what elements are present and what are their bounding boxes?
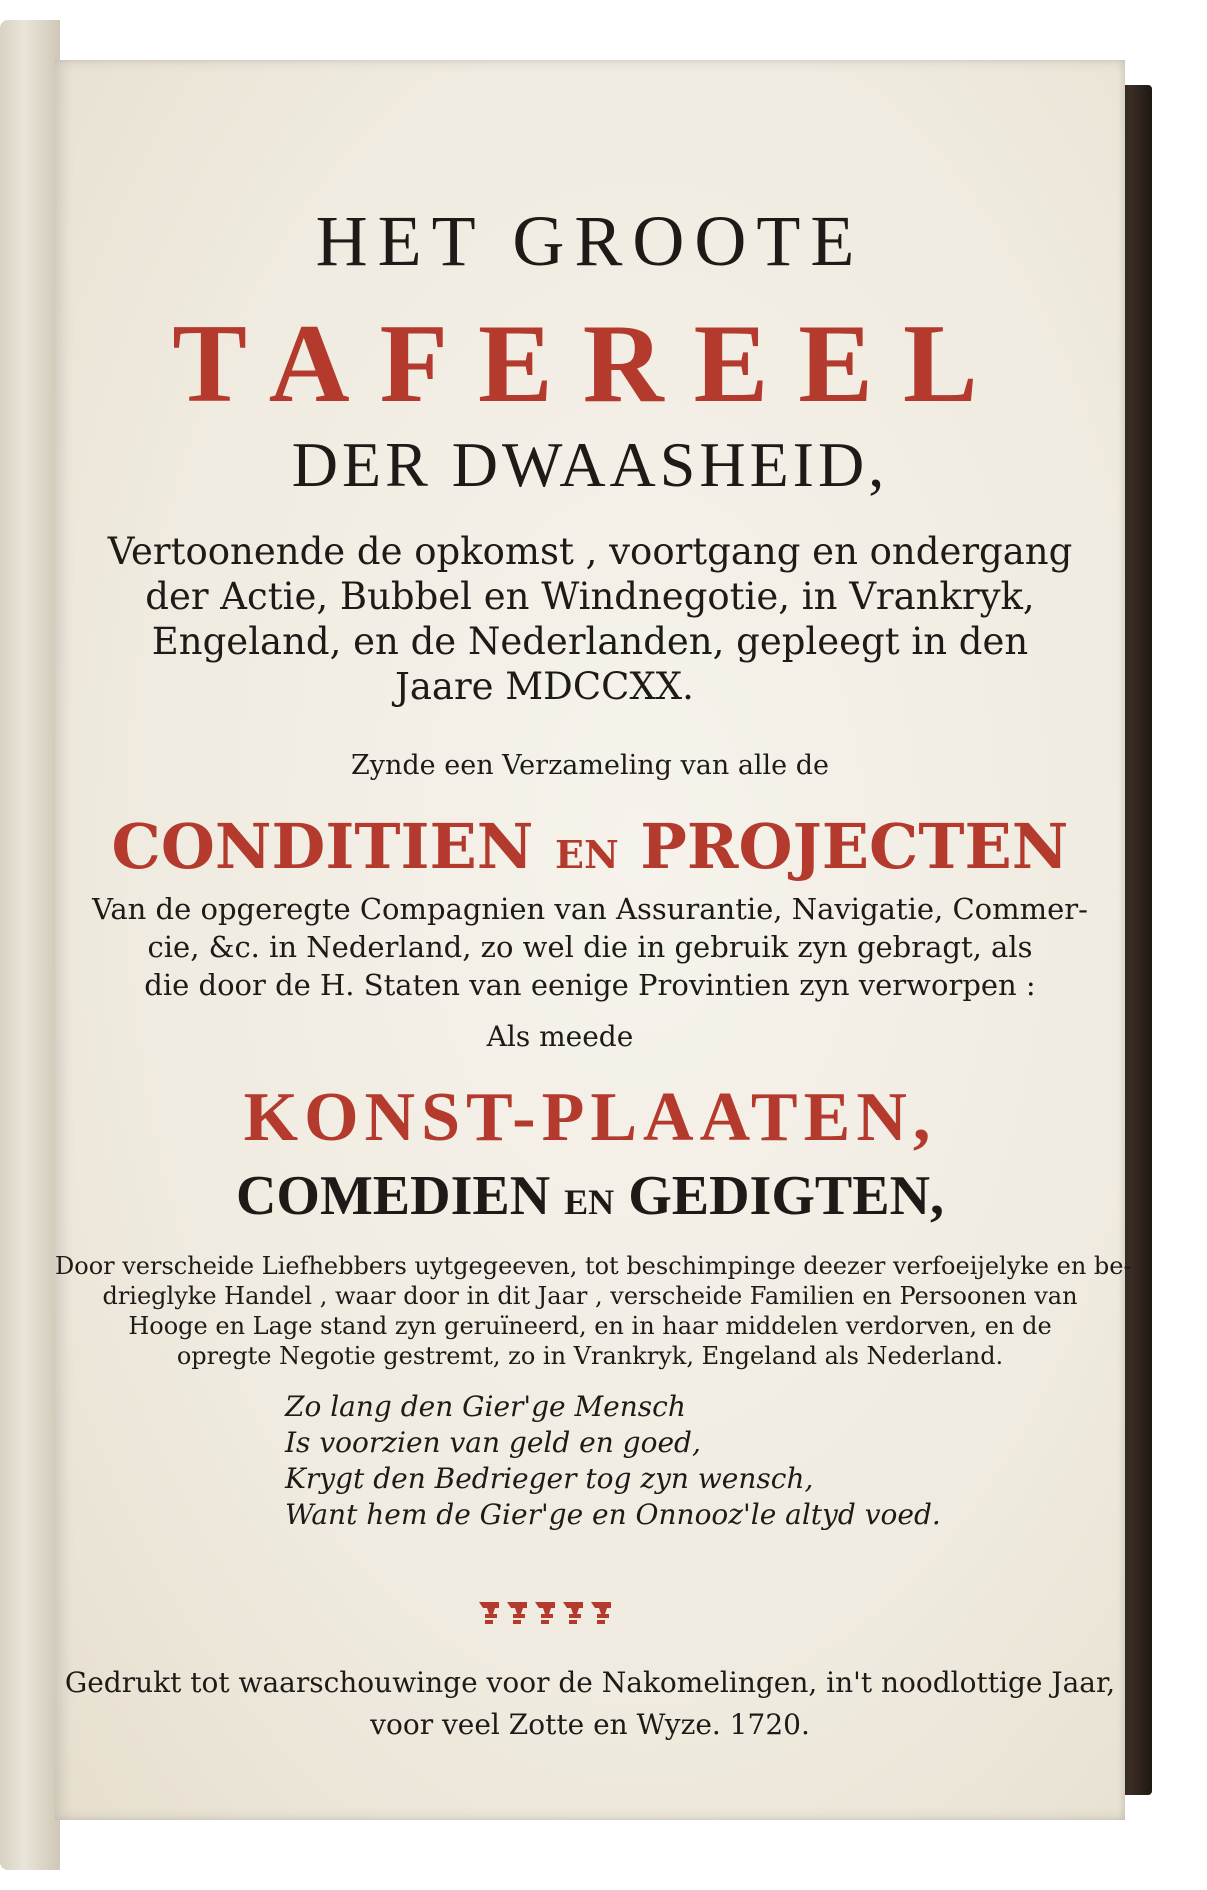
subtitle-line: der Actie, Bubbel en Windnegotie, in Vrankryk, <box>145 575 1035 618</box>
title-line-1: HET GROOTE <box>315 201 865 281</box>
imprint-line: Gedrukt tot waarschouwinge voor de Nakomelingen, in't noodlottige Jaar, <box>64 1666 1116 1699</box>
comedien-word: COMEDIEN <box>235 1165 551 1227</box>
van-line: Van de opgeregte Compagnien van Assurantie, Navigatie, Commer- <box>92 892 1088 926</box>
konst-plaaten-heading: KONST-PLAATEN, <box>243 1079 937 1156</box>
conditien-word: CONDITIEN <box>111 810 534 883</box>
door-line: Door verscheide Liefhebbers uytgegeeven, tot beschimpinge deezer verfoeijelyke en be- <box>55 1252 1132 1280</box>
poem-line: Is voorzien van geld en goed, <box>285 1426 701 1459</box>
title-line-2: TAFEREEL <box>172 302 1008 426</box>
door-line: Hooge en Lage stand zyn geruïneerd, en in haar middelen verdorven, en de <box>128 1312 1052 1340</box>
imprint-line: voor veel Zotte en Wyze. 1720. <box>370 1708 810 1741</box>
door-line: opregte Negotie gestremt, zo in Vrankryk, Engeland als Nederland. <box>176 1342 1004 1370</box>
van-line: cie, &c. in Nederland, zo wel die in gebruik zyn gebragt, als <box>147 930 1033 964</box>
als-meede-line: Als meede <box>486 1020 634 1053</box>
projecten-word: PROJECTEN <box>640 810 1069 883</box>
poem-line: Want hem de Gier'ge en Onnooz'le altyd voed. <box>285 1498 941 1531</box>
comedien-heading <box>55 1164 1125 1228</box>
poem-line: Zo lang den Gier'ge Mensch <box>285 1390 686 1423</box>
door-line: drieglyke Handel , waar door in dit Jaar , verscheide Familien en Persoonen van <box>102 1282 1078 1310</box>
subtitle-line: Engeland, en de Nederlanden, gepleegt in den <box>151 620 1029 663</box>
poem-line: Krygt den Bedrieger tog zyn wensch, <box>285 1462 814 1495</box>
en-word: EN <box>555 832 619 877</box>
conditien-heading <box>55 810 1125 883</box>
printer-ornament-icon <box>475 1598 615 1628</box>
en-word: EN <box>564 1182 615 1222</box>
van-line: die door de H. Staten van eenige Provintien zyn verworpen : <box>144 968 1036 1002</box>
subtitle-line: Vertoonende de opkomst , voortgang en ondergang <box>107 530 1073 573</box>
book-spine-left <box>0 20 60 1870</box>
zynde-line: Zynde een Verzameling van alle de <box>350 750 830 781</box>
subtitle-line: Jaare MDCCXX. <box>395 665 694 708</box>
gedigten-word: GEDIGTEN, <box>628 1165 945 1227</box>
title-page <box>55 60 1132 1820</box>
title-line-3: DER DWAASHEID, <box>291 429 889 500</box>
